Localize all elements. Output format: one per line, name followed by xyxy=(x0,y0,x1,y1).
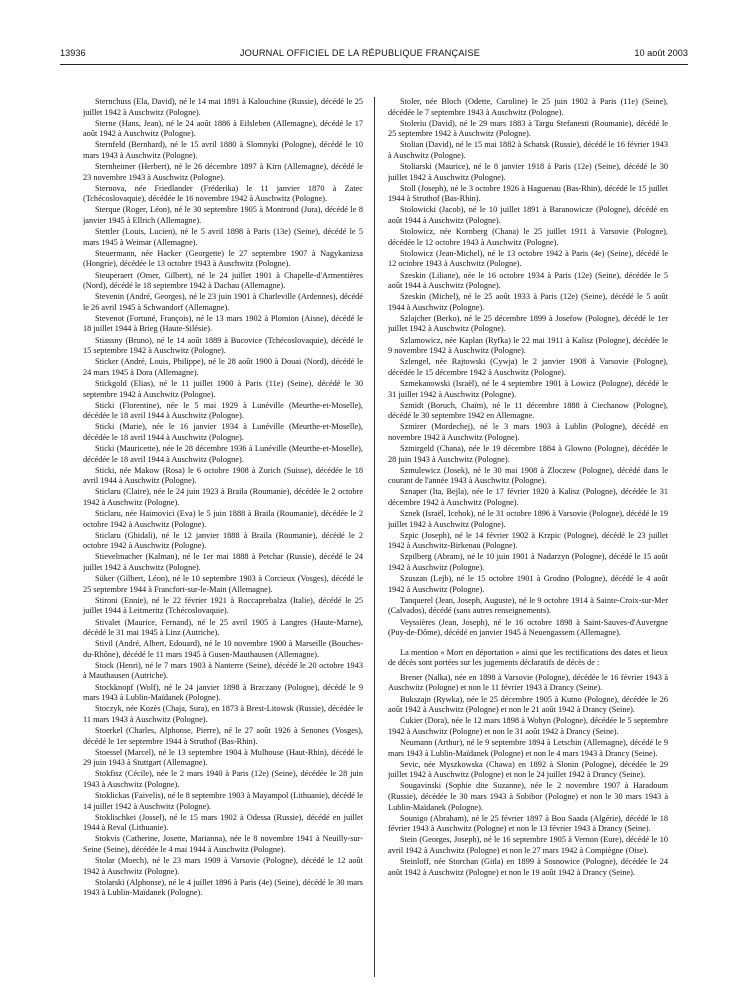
record-entry: Szuszan (Lejb), né le 15 octobre 1901 à Grodno (Pologne), décédé le 4 août 1942 à Auschwitz (Pologne). xyxy=(388,574,668,594)
record-entry: Sticlaru, née Haimovici (Eva) le 5 juin 1888 à Braila (Roumanie), décédée le 2 octobre 1942 à Auschwitz (Pologne). xyxy=(83,509,363,529)
record-entry: Stolowicz (Jean-Michel), né le 13 octobre 1942 à Paris (4e) (Seine), décédé le 12 octobre 1943 à Auschwitz (Pologne). xyxy=(388,248,668,269)
page-number: 13936 xyxy=(60,48,86,58)
header-rule xyxy=(60,64,688,65)
record-entry: Szlajcher (Berko), né le 25 décembre 1899 à Josefow (Pologne), décédé le 1er juillet 1942 à Auschwitz (Pologne). xyxy=(388,313,668,334)
record-entry: Tanquerel (Jean, Joseph, Auguste), né le 9 octobre 1914 à Sainte-Croix-sur-Mer (Calvados), décédé (sans autres renseignements). xyxy=(388,595,668,616)
record-entry: Stickgold (Elias), né le 11 juillet 1900 à Paris (11e) (Seine), décédé le 30 septembre 1942 à Auschwitz (Pologne). xyxy=(83,378,363,399)
record-entry: Stoklickas (Faivelis), né le 8 septembre 1903 à Mayampol (Lithuanie), décédé le 14 juillet 1942 à Auschwitz (Pologne). xyxy=(83,791,363,811)
record-entry: Stoerkel (Charles, Alphonse, Pierre), né le 27 août 1926 à Senones (Vosges), décédé le 1er septembre 1944 à Struthof (Bas-Rhin). xyxy=(83,725,363,746)
column-divider xyxy=(374,97,375,977)
record-entry: Szpilberg (Abram), né le 10 juin 1901 à Nadarzyn (Pologne), décédé le 15 août 1942 à Auschwitz (Pologne). xyxy=(388,552,668,573)
record-entry: Sterne (Hans, Jean), né le 24 août 1886 à Eilsleben (Allemagne), décédé le 17 août 1942 à Auschwitz (Pologne). xyxy=(83,118,363,139)
record-entry: Sticki (Mauricette), née le 28 décembre 1936 à Lunéville (Meurthe-et-Moselle), décédée le 18 avril 1944 à Auschwitz (Pologne). xyxy=(83,444,363,464)
rectification-entries xyxy=(388,673,668,878)
record-entry: Sticki, née Makow (Rosa) le 6 octobre 1908 à Zurich (Suisse), décédée le 18 avril 1944 à Auschwitz (Pologne). xyxy=(83,465,363,486)
rectification-entry: Brener (Nalka), née en 1898 à Varsovie (Pologne), décédée le 16 février 1943 à Auschwitz (Pologne) et non le 11 février 1943 à Drancy (Seine). xyxy=(388,672,668,693)
record-entry: Steuperaert (Omer, Gilbert), né le 24 juillet 1901 à Chapelle-d'Armentières (Nord), décédé le 18 septembre 1942 à Dachau (Allemagne). xyxy=(83,270,363,291)
record-entry: Stokvis (Catherine, Josette, Marianna), née le 8 novembre 1941 à Neuilly-sur-Seine (Seine), décédée le 4 mai 1944 à Auschwitz (Pologne). xyxy=(83,834,363,854)
record-entry: Stevenot (Fortuné, François), né le 13 mars 1902 à Plomion (Aisne), décédé le 18 juillet 1944 à Brieg (Haute-Silésie). xyxy=(83,313,363,334)
deportation-entries xyxy=(388,97,668,639)
record-entry: Sternheimer (Herbert), né le 26 décembre 1897 à Kirn (Allemagne), décédé le 23 novembre 1943 à Auschwitz (Pologne). xyxy=(83,162,363,182)
rectification-entry: Stein (Georges, Joseph), né le 16 septembre 1905 à Vernon (Eure), décédé le 10 avril 1942 à Auschwitz (Pologne) et non le 27 mars 1942 à Compiègne (Oise). xyxy=(388,835,668,855)
record-entry: Sznek (Israël, Icehok), né le 31 octobre 1896 à Varsovie (Pologne), décédé le 19 juillet 1942 à Auschwitz (Pologne). xyxy=(388,509,668,529)
record-entry: Szpic (Joseph), né le 14 février 1902 à Krzpic (Pologne), décédé le 23 juillet 1942 à Auschwitz-Birkenau (Pologne). xyxy=(388,530,668,551)
record-entry: Sticlaru (Claire), née le 24 juin 1923 à Braila (Roumanie), décédée le 2 octobre 1942 à Auschwitz (Pologne). xyxy=(83,487,363,507)
rectification-entry: Cukier (Dora), née le 12 mars 1898 à Wohyn (Pologne), décédée le 5 septembre 1942 à Auschwitz (Pologne) et non le 31 août 1942 à Drancy (Seine). xyxy=(388,716,668,736)
record-entry: Sternfeld (Bernhard), né le 15 avril 1880 à Slomnyki (Pologne), décédé le 10 mars 1943 à Auschwitz (Pologne). xyxy=(83,140,363,160)
record-entry: Steuermann, née Hacker (Georgette) le 27 septembre 1907 à Nagykanizsa (Hongrie), décédée le 13 octobre 1943 à Auschwitz (Pologne). xyxy=(83,248,363,269)
record-entry: Sznaper (Ita, Bejla), née le 17 février 1920 à Kalisz (Pologne), décédée le 31 décembre 1942 à Auschwitz (Pologne). xyxy=(388,487,668,507)
record-entry: Sticki (Florentine), née le 5 mai 1929 à Lunéville (Meurthe-et-Moselle), décédée le 18 avril 1944 à Auschwitz (Pologne). xyxy=(83,400,363,421)
record-entry: Sterque (Roger, Léon), né le 30 septembre 1905 à Montrond (Jura), décédé le 8 janvier 1945 à Ellrich (Allemagne). xyxy=(83,205,363,226)
record-entry: Stievelmacher (Kalman), né le 1er mai 1888 à Petchar (Russie), décédé le 24 juillet 1942 à Auschwitz (Pologne). xyxy=(83,552,363,573)
record-entry: Szmekanowski (Israël), né le 4 septembre 1901 à Lowicz (Pologne), décédé le 31 juillet 1942 à Auschwitz (Pologne). xyxy=(388,378,668,399)
record-entry: Stoler, née Bloch (Odette, Caroline) le 25 juin 1902 à Paris (11e) (Seine), décédée le 7 septembre 1943 à Auschwitz (Pologne). xyxy=(388,97,668,117)
rectification-entry: Steinloff, née Storchan (Gitla) en 1899 à Sosnowice (Pologne), décédée le 24 août 1942 à Auschwitz (Pologne) et non le 19 août 1942 à Drancy (Seine). xyxy=(388,856,668,877)
record-entry: Szlamowicz, née Kaplan (Ryfka) le 22 mai 1911 à Kalisz (Pologne), décédée le 9 novembre 1942 à Auschwitz (Pologne). xyxy=(388,335,668,356)
rectification-entry: Bukszajn (Rywka), née le 25 décembre 1905 à Kutno (Pologne), décédée le 26 août 1942 à Auschwitz (Pologne) et non le 21 août 1942 à Drancy (Seine). xyxy=(388,694,668,715)
record-entry: Sternova, née Friedlander (Fréderika) le 11 janvier 1870 à Zatec (Tchécoslovaquie), décédée le 16 novembre 1942 à Auschwitz (Pologne). xyxy=(83,183,363,204)
rectification-entry: Sougavinski (Sophie dite Suzanne), née le 2 novembre 1907 à Haradoum (Russie), décédée le 30 mars 1943 à Sobibor (Pologne) et non le 30 mars 1943 à Lublin-Maïdanek (Pologne). xyxy=(388,781,668,812)
record-entry: Stolar (Moech), né le 23 mars 1909 à Varsovie (Pologne), décédé le 12 août 1942 à Auschwitz (Pologne). xyxy=(83,856,363,876)
record-entry: Sticlaru (Ghidali), né le 12 janvier 1888 à Braila (Roumanie), décédé le 2 octobre 1942 à Auschwitz (Pologne). xyxy=(83,530,363,551)
record-entry: Stock (Henri), né le 7 mars 1903 à Nanterre (Seine), décédé le 20 octobre 1943 à Mauthausen (Autriche). xyxy=(83,660,363,681)
issue-date: 10 août 2003 xyxy=(634,48,688,58)
journal-title: JOURNAL OFFICIEL DE LA RÉPUBLIQUE FRANÇAISE xyxy=(239,48,481,58)
mention-paragraph: La mention « Mort en déportation » ainsi que les rectifications des dates et lieux de décès sont portées sur les jugements déclaratifs de décès de : xyxy=(388,647,668,668)
record-entry: Sticker (André, Louis, Philippe), né le 28 août 1900 à Douai (Nord), décédé le 24 mars 1945 à Dora (Allemagne). xyxy=(83,357,363,377)
record-entry: Szeskin (Michel), né le 25 août 1933 à Paris (12e) (Seine), décédé le 5 août 1944 à Auschwitz (Pologne). xyxy=(388,292,668,312)
record-entry: Stivalet (Maurice, Fernand), né le 25 avril 1905 à Langres (Haute-Marne), décédé le 31 mai 1945 à Linz (Autriche). xyxy=(83,617,363,638)
rectification-entry: Sounigo (Abraham), né le 25 février 1897 à Bou Saada (Algérie), décédé le 18 février 1943 à Auschwitz (Pologne) et non le 13 février 1943 à Drancy (Seine). xyxy=(388,813,668,834)
rectification-entry: Sevic, née Myszkowska (Chawa) en 1892 à Slonin (Pologne), décédée le 29 juillet 1942 à Auschwitz (Pologne) et non le 24 juillet 1942 à Drancy (Seine). xyxy=(388,759,668,780)
record-entry: Szmirgeld (Chana), née le 19 décembre 1884 à Glowno (Pologne), décédée le 28 juin 1943 à Auschwitz (Pologne). xyxy=(388,444,668,464)
record-entry: Stettler (Louis, Lucien), né le 5 avril 1898 à Paris (13e) (Seine), décédé le 5 mars 1945 à Weimar (Allemagne). xyxy=(83,227,363,247)
record-entry: Stoessel (Marcel), né le 13 septembre 1904 à Mulhouse (Haut-Rhin), décédé le 29 juin 1943 à Stuttgart (Allemagne). xyxy=(83,747,363,768)
record-entry: Stoliarski (Maurice), né le 8 janvier 1918 à Paris (12e) (Seine), décédé le 30 juillet 1942 à Auschwitz (Pologne). xyxy=(388,162,668,182)
record-entry: Stoklischkei (Jossel), né le 15 mars 1902 à Odessa (Russie), décédé en juillet 1944 à Reval (Lithuanie). xyxy=(83,812,363,833)
record-entry: Sternchuss (Ela, David), né le 14 mai 1891 à Kalouchine (Russie), décédé le 25 juillet 1942 à Auschwitz (Pologne). xyxy=(83,97,363,117)
record-entry: Szlengel, née Rajtowski (Cywja) le 2 janvier 1908 à Varsovie (Pologne), décédée le 15 décembre 1942 à Auschwitz (Pologne). xyxy=(388,357,668,377)
record-entry: Stolowicz, née Kornberg (Chana) le 25 juillet 1911 à Varsovie (Pologne), décédée le 12 octobre 1943 à Auschwitz (Pologne). xyxy=(388,227,668,247)
record-entry: Stoleriu (David), né le 29 mars 1883 à Targu Stefanesti (Roumanie), décédé le 25 septembre 1942 à Auschwitz (Pologne). xyxy=(388,118,668,139)
record-entry: Stolarski (Alphonse), né le 4 juillet 1896 à Paris (4e) (Seine), décédé le 30 mars 1943 à Lublin-Maïdanek (Pologne). xyxy=(83,877,363,898)
page-header xyxy=(60,48,688,64)
record-entry: Stevenin (André, Georges), né le 23 juin 1901 à Charleville (Ardennes), décédé le 26 avril 1945 à Schwandorf (Allemagne). xyxy=(83,292,363,312)
record-entry: Stivil (André, Albert, Edouard), né le 10 novembre 1900 à Marseille (Bouches-du-Rhône), décédé le 11 mars 1945 à Gusen-Mauthausen (Allemagne). xyxy=(83,639,363,659)
record-entry: Stolowicki (Jacob), né le 10 juillet 1891 à Baranowicze (Pologne), décédé en août 1944 à Auschwitz (Pologne). xyxy=(388,205,668,226)
record-entry: Szmirer (Mordechej), né le 3 mars 1903 à Lublin (Pologne), décédé en novembre 1942 à Auschwitz (Pologne). xyxy=(388,422,668,442)
record-entry: Stockknopf (Wolf), né le 24 janvier 1898 à Brzczany (Pologne), décédé le 9 mars 1943 à Lublin-Maïdanek (Pologne). xyxy=(83,682,363,703)
record-entry: Szmulewicz (Josek), né le 30 mai 1908 à Zloczew (Pologne), décédé dans le courant de l'année 1943 à Auschwitz (Pologne). xyxy=(388,465,668,486)
record-entry: Sticki (Marie), née le 16 janvier 1934 à Lunéville (Meurthe-et-Moselle), décédée le 18 avril 1944 à Auschwitz (Pologne). xyxy=(83,422,363,442)
right-column xyxy=(388,97,668,977)
record-entry: Süker (Gilbert, Léon), né le 10 septembre 1903 à Corcieux (Vosges), décédé le 25 septembre 1944 à Francfort-sur-le-Main (Allemagne). xyxy=(83,574,363,594)
left-column xyxy=(83,97,363,977)
record-entry: Stoczyk, née Kozès (Chaja, Sura), en 1873 à Brest-Litowsk (Russie), décédée le 11 mars 1943 à Auschwitz (Pologne). xyxy=(83,704,363,724)
record-entry: Stiassny (Bruno), né le 14 août 1889 à Bucovice (Tchécoslovaquie), décédé le 15 septembre 1942 à Auschwitz (Pologne). xyxy=(83,335,363,356)
record-entry: Szeskin (Liliane), née le 16 octobre 1934 à Paris (12e) (Seine), décédée le 5 août 1944 à Auschwitz (Pologne). xyxy=(388,270,668,291)
record-entry: Stoll (Joseph), né le 3 octobre 1926 à Haguenau (Bas-Rhin), décédé le 15 juillet 1944 à Struthof (Bas-Rhin). xyxy=(388,183,668,204)
record-entry: Stolian (David), né le 15 mai 1882 à Schatsk (Russie), décédé le 16 février 1943 à Auschwitz (Pologne). xyxy=(388,140,668,160)
record-entry: Stokfisz (Cécile), née le 2 mars 1940 à Paris (12e) (Seine), décédée le 28 juin 1943 à Auschwitz (Pologne). xyxy=(83,769,363,789)
record-entry: Stironi (Ennie), né le 22 février 1921 à Roccaprebalza (Italie), décédé le 25 juillet 1944 à Leitmeritz (Tchécoslovaquie). xyxy=(83,595,363,616)
record-entry: Veyssières (Jean, Joseph), né le 16 octobre 1898 à Saint-Sauves-d'Auvergne (Puy-de-Dôme), décédé en janvier 1945 à Neuengassem (Allemagne). xyxy=(388,617,668,638)
record-entry: Szmidt (Boruch, Chaïm), né le 11 décembre 1888 à Ciechanow (Pologne), décédé le 30 septembre 1942 en Allemagne. xyxy=(388,400,668,421)
rectification-entry: Neumann (Arthur), né le 9 septembre 1894 à Letschin (Allemagne), décédé le 9 mars 1943 à Lublin-Maïdanek (Pologne) et non le 4 mars 1943 à Drancy (Seine). xyxy=(388,737,668,758)
